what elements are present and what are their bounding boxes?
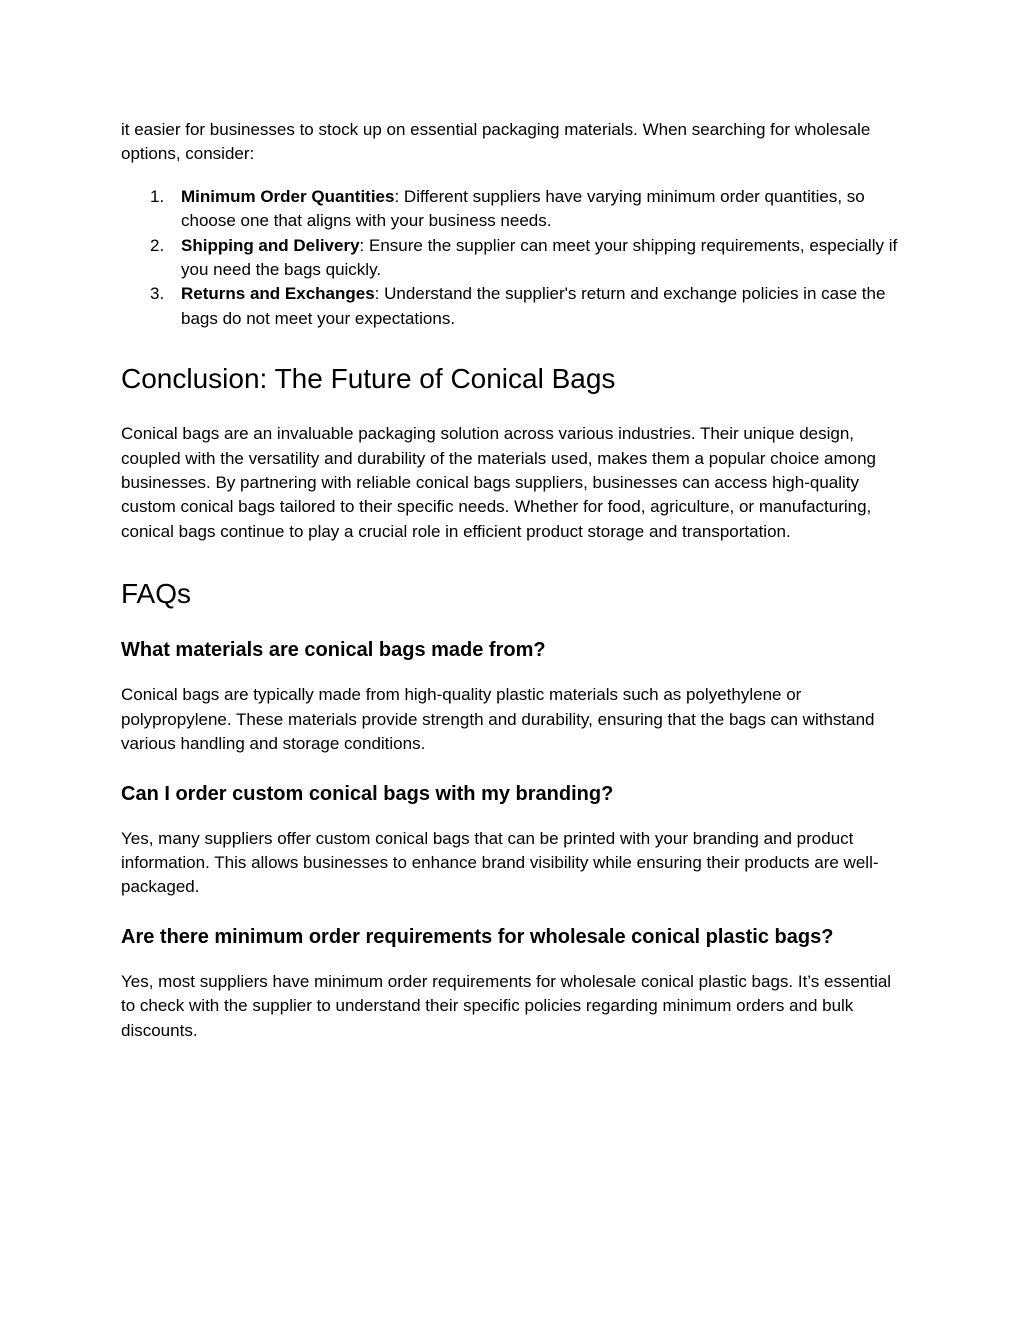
faq-answer: Yes, most suppliers have minimum order requirements for wholesale conical plastic bags. It’s essential to check with the supplier to understand their specific policies regarding minimum orders and bulk discounts. [121,971,892,1040]
faq-answer: Yes, many suppliers offer custom conical bags that can be printed with your branding and product information. This allows businesses to enhance brand visibility while ensuring their products are well-packaged. [121,828,879,897]
list-item [121,234,906,283]
list-item-term: Returns and Exchanges [181,284,375,304]
document-page [121,118,906,1043]
list-item-number: 2. [150,235,165,255]
list-item-number: 1. [150,186,165,206]
conclusion-paragraph: Conical bags are an invaluable packaging solution across various industries. Their unique design, coupled with the versatility and durability of the materials used, makes them a popular choice among businesses. By partnering with reliable conical bags suppliers, businesses can access high-quality custom conical bags tailored to their specific needs. Whether for food, agriculture, or manufacturing, conical bags continue to play a crucial role in efficient product storage and transportation. [121,424,877,541]
list-item [121,185,906,234]
faq-question: Are there minimum order requirements for wholesale conical plastic bags? [121,925,834,948]
intro-paragraph: it easier for businesses to stock up on essential packaging materials. When searching for wholesale options, consider: [121,120,871,164]
conclusion-heading: Conclusion: The Future of Conical Bags [121,363,616,395]
list-item-number: 3. [150,284,165,304]
faq-answer: Conical bags are typically made from high-quality plastic materials such as polyethylene or polypropylene. These materials provide strength and durability, ensuring that the bags can withstand various handling and storage conditions. [121,685,875,754]
considerations-list [121,185,906,331]
list-item-term: Minimum Order Quantities [181,186,395,206]
list-item [121,282,906,331]
faq-question: What materials are conical bags made from? [121,639,546,662]
faq-question: Can I order custom conical bags with my branding? [121,782,614,805]
faq-heading: FAQs [121,578,192,610]
list-item-description: : Different suppliers have varying minimum order quantities, so choose one that aligns with your business needs. [181,186,865,231]
list-item-description: : Understand the supplier's return and exchange policies in case the bags do not meet your expectations. [181,284,886,328]
list-item-term: Shipping and Delivery [181,235,360,255]
list-item-description: : Ensure the supplier can meet your shipping requirements, especially if you need the bags quickly. [181,235,898,280]
